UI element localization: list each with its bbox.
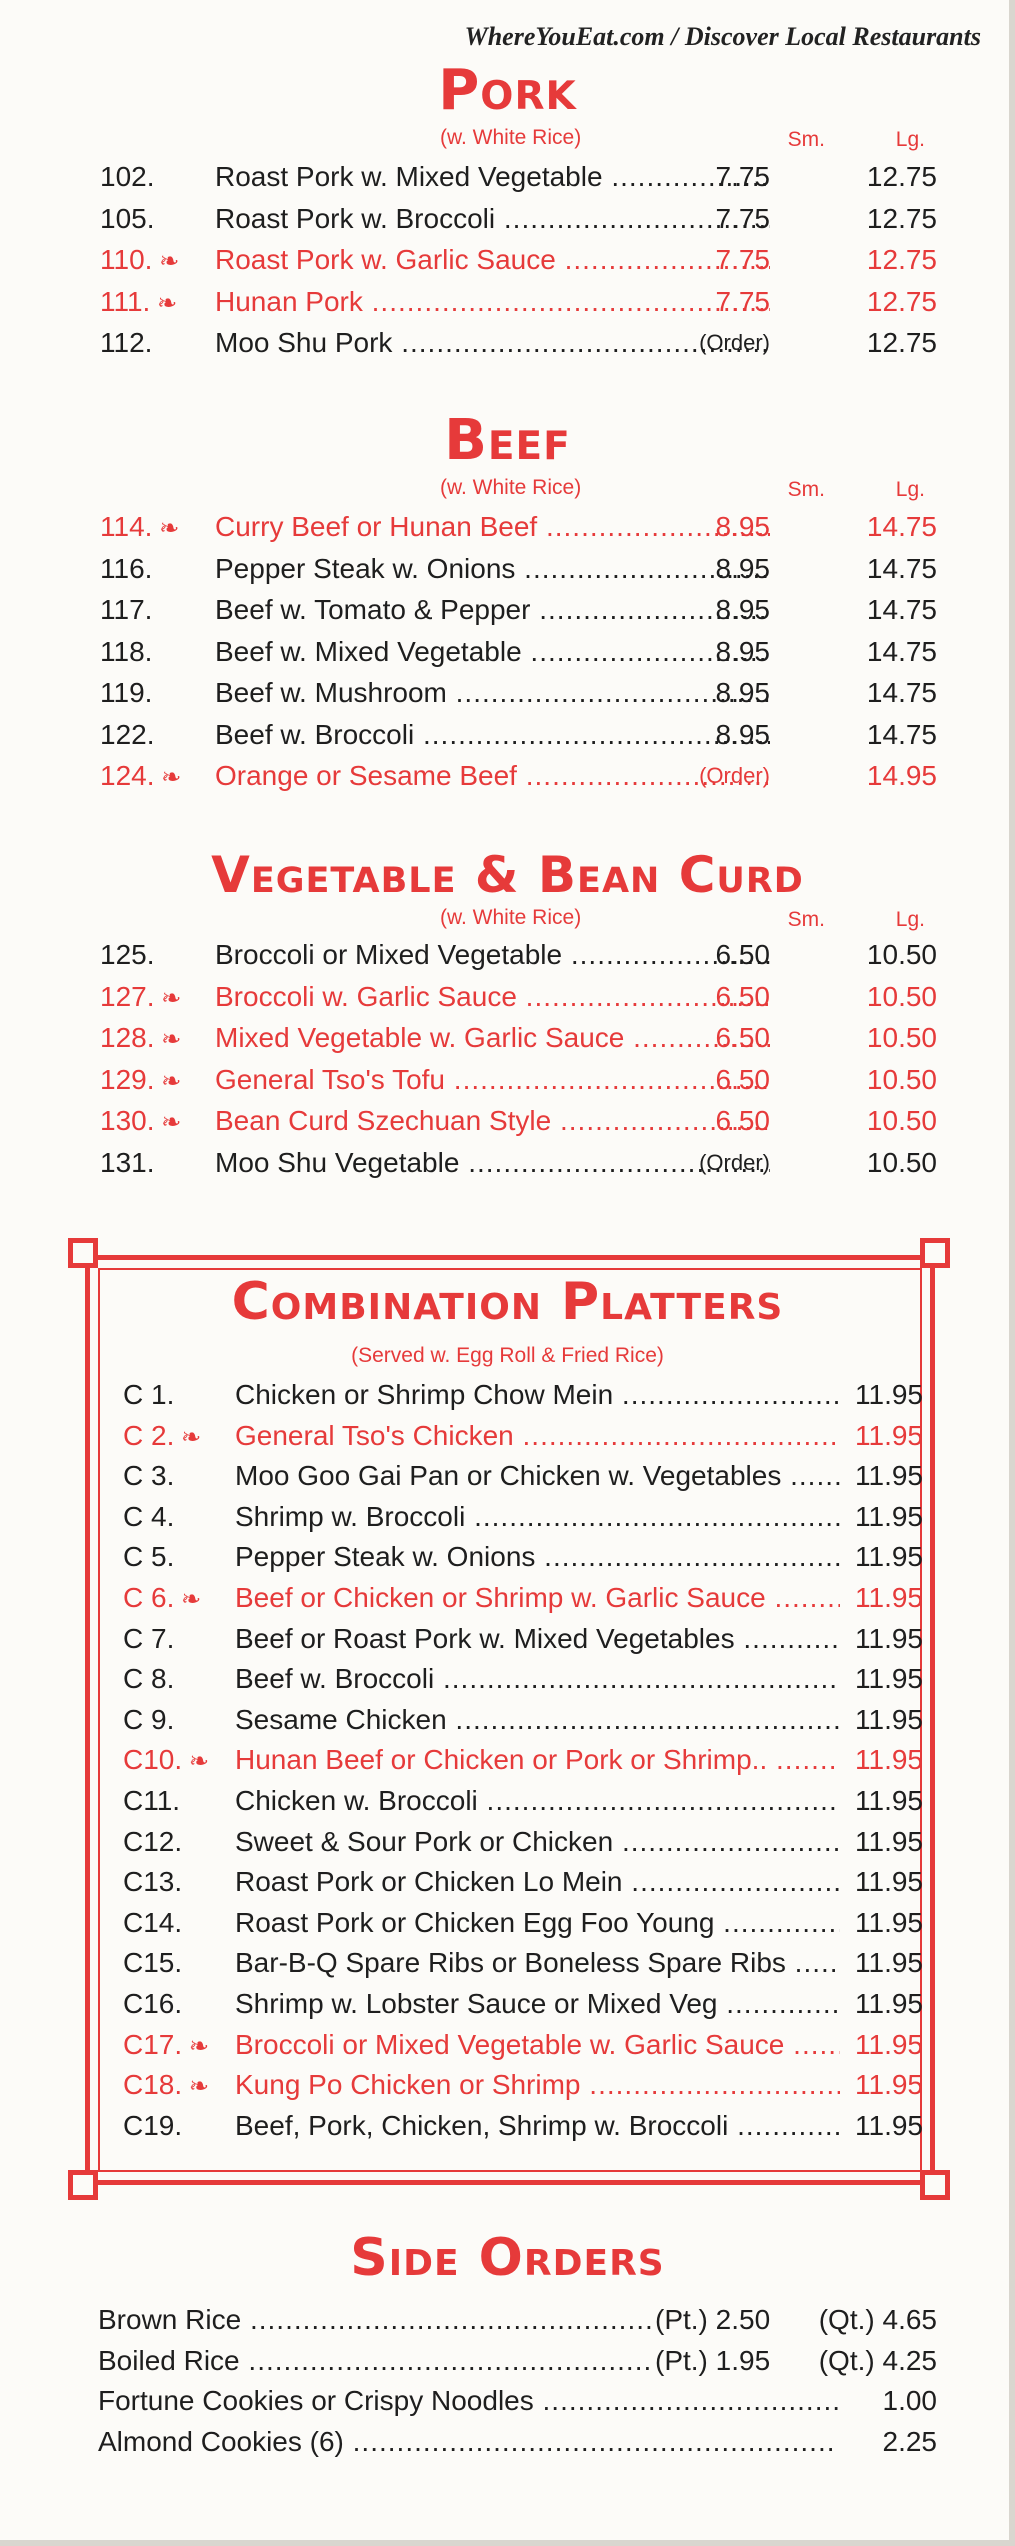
item-number: C19.: [123, 2109, 183, 2141]
item-name: [215, 323, 770, 363]
item-number: 131.: [100, 1146, 155, 1178]
section-title-combination: Combination Platters: [231, 1272, 784, 1332]
item-number: 122.: [100, 718, 155, 750]
item-number: C17. ❧: [123, 2028, 209, 2060]
combination-item[interactable]: [0, 1700, 1015, 1740]
price-large: 14.95: [866, 760, 937, 791]
item-price: 11.95: [855, 1825, 923, 1857]
combination-item[interactable]: [0, 1903, 1015, 1943]
price-large: 12.75: [866, 202, 937, 234]
item-name: [215, 935, 770, 975]
item-number: 124. ❧: [100, 760, 182, 791]
side-order-item[interactable]: [0, 2422, 1015, 2462]
item-price: 11.95: [855, 2109, 923, 2141]
price-small: 6.50: [715, 980, 770, 1012]
combination-item[interactable]: [0, 1619, 1015, 1659]
item-number: 128. ❧: [100, 1022, 182, 1053]
item-name-text: Beef w. Mixed Vegetable: [215, 635, 522, 667]
item-name-text: Roast Pork w. Broccoli: [215, 202, 496, 234]
item-number: 118.: [100, 635, 153, 667]
item-name: [215, 590, 770, 630]
item-name-text: Pepper Steak w. Onions: [215, 552, 516, 584]
item-number: C 2. ❧: [123, 1419, 202, 1451]
price-small: 7.75: [715, 244, 770, 275]
section-title-vegetable: Vegetable & Bean Curd: [211, 846, 804, 904]
pepper-icon: ❧: [154, 1026, 182, 1053]
item-price: 11.95: [855, 1947, 923, 1979]
item-name-text: Sweet & Sour Pork or Chicken: [235, 1825, 614, 1857]
item-name-text: Hunan Beef or Chicken or Pork or Shrimp..: [235, 1744, 768, 1776]
item-name-text: Fortune Cookies or Crispy Noodles: [98, 2385, 534, 2416]
item-name-text: Shrimp w. Broccoli: [235, 1500, 466, 1532]
column-sm: Sm.: [787, 478, 825, 501]
side-order-item[interactable]: [0, 2300, 1015, 2340]
item-name: [235, 1375, 840, 1415]
item-name-text: Chicken w. Broccoli: [235, 1785, 478, 1816]
section-title-beef: Beef: [444, 408, 571, 473]
item-name: [235, 1537, 840, 1577]
menu-item[interactable]: [0, 549, 1015, 589]
price-quart: (Qt.) 4.25: [818, 2344, 937, 2376]
combination-item[interactable]: [0, 1781, 1015, 1821]
price-large: 10.50: [866, 1022, 937, 1053]
price-large: 14.75: [866, 552, 937, 584]
item-name-text: Almond Cookies (6): [98, 2425, 344, 2457]
item-name-text: Beef or Chicken or Shrimp w. Garlic Sauce: [235, 1582, 766, 1613]
combination-item[interactable]: [0, 1740, 1015, 1780]
item-name-text: Chicken or Shrimp Chow Mein: [235, 1379, 614, 1410]
item-number: C 8.: [123, 1663, 175, 1695]
item-name: [98, 2381, 838, 2421]
item-name-text: Orange or Sesame Beef: [215, 760, 517, 791]
combination-item[interactable]: [0, 2065, 1015, 2105]
item-number: C 6. ❧: [123, 1582, 202, 1613]
combination-item[interactable]: [0, 1984, 1015, 2024]
item-name: [215, 1060, 770, 1100]
price-small: 8.95: [715, 552, 770, 584]
item-name: [235, 2106, 840, 2146]
price-small: 6.50: [715, 939, 770, 970]
item-price: 11.95: [855, 1541, 923, 1573]
price-small: (Order): [699, 1149, 770, 1175]
item-name: [235, 1700, 840, 1740]
section-title-side-orders: Side Orders: [350, 2228, 665, 2288]
section-subtitle-pork: (w. White Rice): [440, 126, 582, 149]
item-number: C 5.: [123, 1541, 175, 1573]
item-name: [235, 1822, 840, 1862]
price-small: 8.95: [715, 718, 770, 750]
pepper-icon: ❧: [174, 1586, 202, 1613]
item-name: [98, 2300, 653, 2340]
price-small: 7.75: [715, 285, 770, 317]
frame-corner-bottom-left: [68, 2170, 98, 2200]
section-title-pork: Pork: [438, 58, 577, 123]
item-name-text: Roast Pork w. Garlic Sauce: [215, 244, 556, 275]
item-name-text: Broccoli w. Garlic Sauce: [215, 980, 517, 1012]
item-price: 11.95: [855, 2069, 923, 2101]
item-name-text: Curry Beef or Hunan Beef: [215, 511, 538, 542]
combination-item[interactable]: [0, 1659, 1015, 1699]
price-quart: (Qt.) 4.65: [818, 2304, 937, 2335]
pepper-icon: ❧: [152, 515, 180, 542]
price-small: 8.95: [715, 594, 770, 625]
item-number: C12.: [123, 1825, 183, 1857]
item-number: C 9.: [123, 1703, 175, 1735]
item-price: 11.95: [855, 1500, 923, 1532]
item-name: [98, 2422, 838, 2462]
item-name-text: Broccoli or Mixed Vegetable: [215, 939, 563, 970]
item-name: [215, 199, 770, 239]
item-name: [235, 2065, 840, 2105]
item-name-text: Brown Rice: [98, 2304, 242, 2335]
item-name: [235, 1781, 840, 1821]
menu-item[interactable]: [0, 323, 1015, 363]
combination-item[interactable]: [0, 1578, 1015, 1618]
price-large: 10.50: [866, 1105, 937, 1136]
price-large: 10.50: [866, 1063, 937, 1095]
menu-item[interactable]: [0, 240, 1015, 280]
item-name: [215, 157, 770, 197]
item-name: [215, 240, 770, 280]
item-number: 112.: [100, 327, 153, 358]
price-large: 12.75: [866, 244, 937, 275]
item-name: [235, 2025, 840, 2065]
item-name-text: Pepper Steak w. Onions: [235, 1541, 536, 1573]
item-price: 11.95: [855, 1419, 923, 1451]
pepper-icon: ❧: [174, 1423, 202, 1451]
item-number: 105.: [100, 202, 155, 234]
combination-item[interactable]: [0, 1862, 1015, 1902]
item-name: [235, 1619, 840, 1659]
menu-item[interactable]: [0, 157, 1015, 197]
section-subtitle-vegetable: (w. White Rice): [440, 906, 582, 929]
item-name-text: Beef or Roast Pork w. Mixed Vegetables: [235, 1622, 735, 1654]
item-name: [235, 1659, 840, 1699]
item-price: 11.95: [855, 1866, 923, 1898]
pepper-icon: ❧: [182, 1748, 209, 1776]
item-name: [235, 1416, 840, 1456]
item-number: 119.: [100, 677, 153, 708]
item-name-text: Broccoli or Mixed Vegetable w. Garlic Sauce: [235, 2028, 785, 2060]
section-subtitle-beef: (w. White Rice): [440, 476, 582, 499]
price-small: 7.75: [715, 161, 770, 192]
item-number: 116.: [100, 552, 153, 584]
item-number: C16.: [123, 1988, 183, 2019]
frame-corner-bottom-right: [920, 2170, 950, 2200]
side-order-item[interactable]: [0, 2341, 1015, 2381]
pepper-icon: ❧: [154, 1067, 182, 1095]
item-number: 129. ❧: [100, 1063, 182, 1095]
item-name-text: Sesame Chicken: [235, 1703, 447, 1735]
pepper-icon: ❧: [182, 2032, 209, 2060]
item-name: [215, 1143, 770, 1183]
menu-item[interactable]: [0, 1101, 1015, 1141]
item-number: 111. ❧: [100, 285, 178, 317]
item-name: [235, 1497, 840, 1537]
price-large: 12.75: [866, 285, 937, 317]
item-name: [235, 1740, 840, 1780]
menu-item[interactable]: [0, 1018, 1015, 1058]
item-number: 110. ❧: [100, 244, 180, 275]
pepper-icon: ❧: [154, 984, 182, 1012]
item-name-text: Beef w. Mushroom: [215, 677, 447, 708]
item-price: 11.95: [855, 1379, 923, 1410]
item-price: 11.95: [855, 1663, 923, 1695]
item-price: 11.95: [855, 1703, 923, 1735]
item-name-text: Boiled Rice: [98, 2344, 240, 2376]
item-price: 11.95: [855, 1988, 923, 2019]
item-name-text: Bar-B-Q Spare Ribs or Boneless Spare Ribs: [235, 1947, 786, 1979]
price-large: 14.75: [866, 635, 937, 667]
price-small: (Order): [699, 330, 770, 355]
combination-item[interactable]: [0, 1943, 1015, 1983]
menu-item[interactable]: [0, 199, 1015, 239]
item-name-text: Moo Shu Pork: [215, 327, 393, 358]
item-name-text: Hunan Pork: [215, 285, 363, 317]
combination-item[interactable]: [0, 1822, 1015, 1862]
item-name: [235, 1903, 840, 1943]
price-small: 8.95: [715, 677, 770, 708]
combination-item[interactable]: [0, 1416, 1015, 1456]
menu-item[interactable]: [0, 282, 1015, 322]
item-name: [235, 1943, 840, 1983]
price-large: 10.50: [866, 939, 937, 970]
item-name-text: Beef w. Broccoli: [215, 718, 415, 750]
item-name-text: Roast Pork or Chicken Lo Mein: [235, 1866, 623, 1898]
item-number: 127. ❧: [100, 980, 182, 1012]
item-name-text: Roast Pork w. Mixed Vegetable: [215, 161, 603, 192]
price-small: (Order): [699, 763, 770, 788]
item-price: 1.00: [882, 2385, 937, 2416]
item-number: C15.: [123, 1947, 183, 1979]
item-name-text: Moo Shu Vegetable: [215, 1146, 460, 1178]
item-number: 125.: [100, 939, 155, 970]
menu-item[interactable]: [0, 1060, 1015, 1100]
menu-item[interactable]: [0, 1143, 1015, 1183]
price-small: 8.95: [715, 635, 770, 667]
item-name: [215, 549, 770, 589]
price-small: 8.95: [715, 511, 770, 542]
item-name-text: Shrimp w. Lobster Sauce or Mixed Veg: [235, 1988, 718, 2019]
item-name-text: Beef, Pork, Chicken, Shrimp w. Broccoli: [235, 2109, 729, 2141]
item-name-text: Mixed Vegetable w. Garlic Sauce: [215, 1022, 625, 1053]
item-name: [235, 1984, 840, 2024]
price-pint: (Pt.) 1.95: [655, 2344, 771, 2376]
price-large: 10.50: [866, 980, 937, 1012]
item-number: C 7.: [123, 1622, 175, 1654]
side-order-item[interactable]: [0, 2381, 1015, 2421]
item-name-text: Moo Goo Gai Pan or Chicken w. Vegetables: [235, 1460, 782, 1492]
item-name: [215, 673, 770, 713]
item-name: [98, 2341, 653, 2381]
item-name: [215, 1018, 770, 1058]
price-large: 14.75: [866, 677, 937, 708]
pepper-icon: ❧: [150, 289, 178, 317]
item-number: 117.: [100, 594, 153, 625]
item-number: C10. ❧: [123, 1744, 209, 1776]
item-price: 11.95: [855, 1622, 923, 1654]
item-name-text: Beef w. Broccoli: [235, 1663, 435, 1695]
pepper-icon: ❧: [154, 764, 182, 791]
pepper-icon: ❧: [154, 1109, 182, 1136]
item-price: 11.95: [855, 2028, 923, 2060]
section-subtitle-combination: (Served w. Egg Roll & Fried Rice): [351, 1344, 664, 1367]
item-number: 130. ❧: [100, 1105, 182, 1136]
item-price: 2.25: [882, 2425, 937, 2457]
item-name: [215, 507, 770, 547]
item-name-text: Roast Pork or Chicken Egg Foo Young: [235, 1906, 715, 1938]
item-price: 11.95: [855, 1582, 923, 1613]
item-name-text: Kung Po Chicken or Shrimp: [235, 2069, 581, 2101]
price-small: 6.50: [715, 1022, 770, 1053]
item-number: C18. ❧: [123, 2069, 209, 2101]
frame-corner-top-right: [920, 1238, 950, 1268]
price-small: 6.50: [715, 1063, 770, 1095]
item-number: C13.: [123, 1866, 183, 1898]
site-header[interactable]: WhereYouEat.com / Discover Local Restaurants: [464, 22, 981, 51]
combination-item[interactable]: [0, 2025, 1015, 2065]
pepper-icon: ❧: [152, 248, 180, 275]
price-small: 7.75: [715, 202, 770, 234]
menu-item[interactable]: [0, 977, 1015, 1017]
item-name-text: General Tso's Chicken: [235, 1419, 514, 1451]
menu-item[interactable]: [0, 756, 1015, 796]
price-large: 14.75: [866, 511, 937, 542]
menu-item[interactable]: [0, 935, 1015, 975]
menu-item[interactable]: [0, 632, 1015, 672]
column-lg: Lg.: [895, 908, 925, 931]
item-name: [235, 1578, 840, 1618]
menu-item[interactable]: [0, 673, 1015, 713]
item-price: 11.95: [855, 1744, 923, 1776]
price-large: 12.75: [866, 161, 937, 192]
price-large: 12.75: [866, 327, 937, 358]
item-name: [215, 632, 770, 672]
item-price: 11.95: [855, 1460, 923, 1492]
menu-item[interactable]: [0, 507, 1015, 547]
item-name: [215, 715, 770, 755]
item-number: C11.: [123, 1785, 181, 1816]
item-price: 11.95: [855, 1906, 923, 1938]
item-number: C 3.: [123, 1460, 175, 1492]
item-price: 11.95: [855, 1785, 923, 1816]
combination-item[interactable]: [0, 1497, 1015, 1537]
menu-item[interactable]: [0, 715, 1015, 755]
price-large: 14.75: [866, 718, 937, 750]
column-sm: Sm.: [787, 908, 825, 931]
item-name: [215, 756, 770, 796]
column-lg: Lg.: [895, 128, 925, 151]
column-lg: Lg.: [895, 478, 925, 501]
item-name-text: Beef w. Tomato & Pepper: [215, 594, 531, 625]
combination-item[interactable]: [0, 1537, 1015, 1577]
item-name-text: General Tso's Tofu: [215, 1063, 446, 1095]
combination-item[interactable]: [0, 1456, 1015, 1496]
price-small: 6.50: [715, 1105, 770, 1136]
item-number: 102.: [100, 161, 155, 192]
item-name: [215, 282, 770, 322]
item-number: C 1.: [123, 1379, 175, 1410]
pepper-icon: ❧: [182, 2073, 209, 2101]
combination-item[interactable]: [0, 2106, 1015, 2146]
price-pint: (Pt.) 2.50: [655, 2304, 771, 2335]
frame-corner-top-left: [68, 1238, 98, 1268]
item-name-text: Bean Curd Szechuan Style: [215, 1105, 552, 1136]
price-large: 14.75: [866, 594, 937, 625]
item-name: [215, 977, 770, 1017]
price-large: 10.50: [866, 1146, 937, 1178]
item-number: 114. ❧: [100, 511, 180, 542]
item-number: C14.: [123, 1906, 183, 1938]
item-number: C 4.: [123, 1500, 175, 1532]
item-name: [215, 1101, 770, 1141]
column-sm: Sm.: [787, 128, 825, 151]
item-name: [235, 1456, 840, 1496]
combination-item[interactable]: [0, 1375, 1015, 1415]
menu-item[interactable]: [0, 590, 1015, 630]
item-name: [235, 1862, 840, 1902]
